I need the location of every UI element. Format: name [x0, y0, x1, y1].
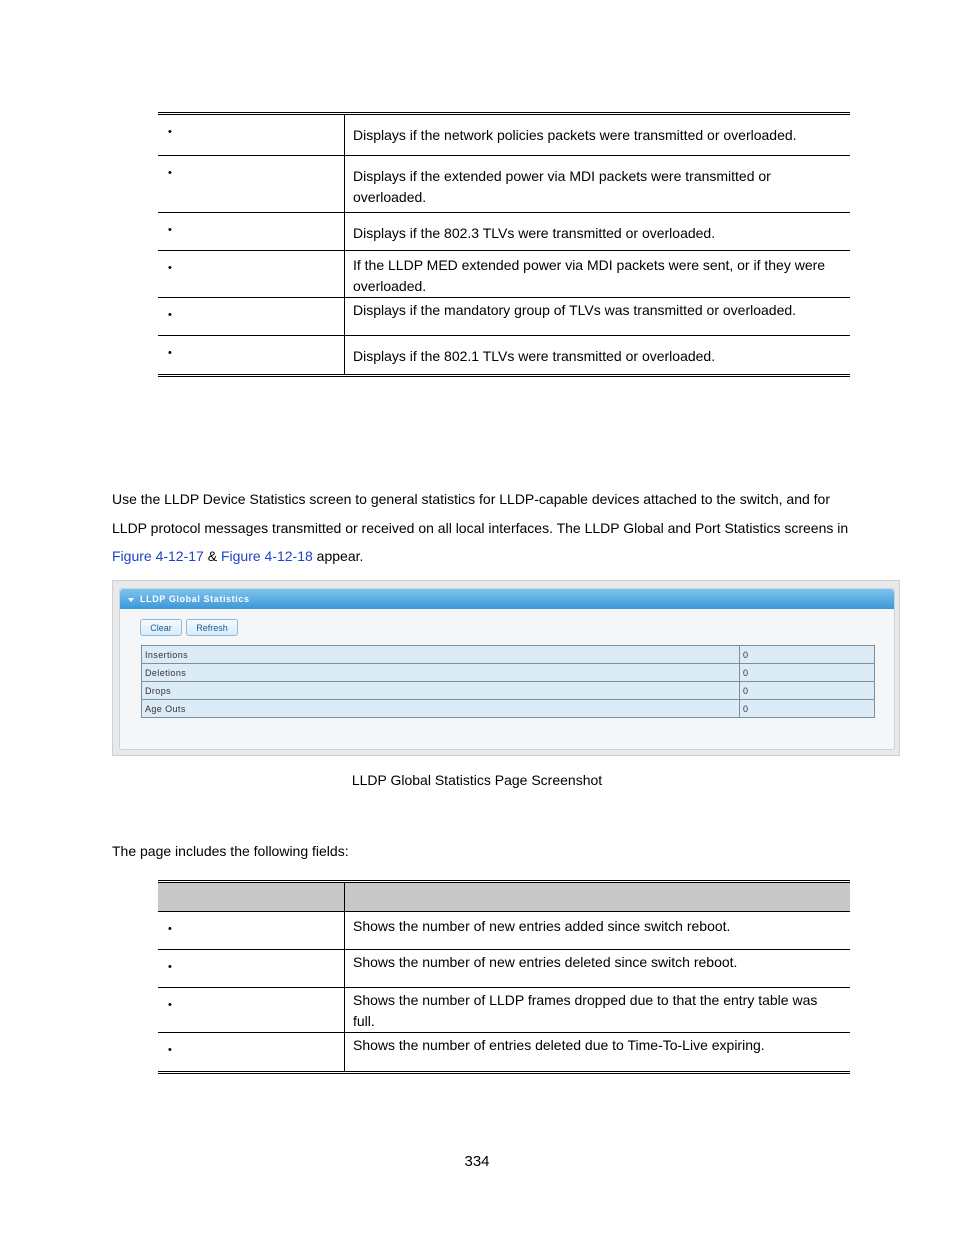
row-description: Displays if the extended power via MDI packets were transmitted or overloaded.	[353, 168, 771, 205]
row-description: Shows the number of entries deleted due to Time-To-Live expiring.	[353, 1037, 765, 1053]
stat-value: 0	[740, 682, 875, 700]
table-row	[158, 156, 850, 213]
global-statistics-table	[141, 645, 875, 718]
clear-button[interactable]: Clear	[140, 619, 182, 636]
fields-table	[158, 880, 850, 1074]
intro-text-end: appear.	[312, 548, 364, 564]
tlv-description-table	[158, 112, 850, 377]
page-number: 334	[464, 1153, 490, 1170]
row-description: Shows the number of LLDP frames dropped due to that the entry table was full.	[353, 992, 818, 1029]
collapse-triangle-icon[interactable]	[128, 598, 134, 602]
intro-ampersand: &	[203, 548, 221, 564]
table-row	[158, 988, 850, 1033]
stat-row-insertions	[142, 646, 875, 664]
bullet: •	[168, 961, 172, 973]
table-row	[158, 336, 850, 376]
intro-text: Use the LLDP Device Statistics screen to general statistics for LLDP-capable devices attached to the switch, and for LLDP protocol messages transmitted or received on all local interfaces. The LLDP Global and Port Statistics screens in	[112, 491, 849, 536]
bullet: •	[168, 224, 172, 236]
row-description: Displays if the network policies packets were transmitted or overloaded.	[353, 127, 797, 143]
row-description: Displays if the 802.3 TLVs were transmitted or overloaded.	[353, 225, 716, 241]
stat-value: 0	[740, 664, 875, 682]
stat-row-drops	[142, 682, 875, 700]
table-row	[158, 912, 850, 950]
table-row	[158, 950, 850, 988]
stat-label: Age Outs	[142, 700, 740, 718]
row-description: Displays if the mandatory group of TLVs was transmitted or overloaded.	[353, 302, 797, 318]
table-row	[158, 114, 850, 156]
stat-label: Deletions	[142, 664, 740, 682]
stat-row-age-outs	[142, 700, 875, 718]
stat-value: 0	[740, 700, 875, 718]
figure-caption: LLDP Global Statistics Page Screenshot	[351, 772, 603, 788]
lldp-global-statistics-screenshot	[112, 580, 900, 756]
bullet: •	[168, 347, 172, 359]
panel-title: LLDP Global Statistics	[140, 594, 250, 604]
table-row	[158, 298, 850, 336]
stat-value: 0	[740, 646, 875, 664]
header-cell-description	[345, 882, 851, 912]
table-row	[158, 251, 850, 298]
bullet: •	[168, 126, 172, 138]
refresh-button[interactable]: Refresh	[186, 619, 238, 636]
table-row	[158, 1033, 850, 1073]
bullet: •	[168, 309, 172, 321]
stat-label: Drops	[142, 682, 740, 700]
row-description: If the LLDP MED extended power via MDI packets were sent, or if they were overloaded.	[353, 257, 826, 294]
bullet: •	[168, 923, 172, 935]
bullet: •	[168, 167, 172, 179]
bullet: •	[168, 262, 172, 274]
stat-row-deletions	[142, 664, 875, 682]
stat-label: Insertions	[142, 646, 740, 664]
row-description: Shows the number of new entries added since switch reboot.	[353, 918, 731, 934]
figure-link-4-12-18[interactable]: Figure 4-12-18	[220, 548, 313, 564]
header-cell-object	[158, 882, 345, 912]
row-description: Displays if the 802.1 TLVs were transmitted or overloaded.	[353, 348, 716, 364]
intro-paragraph	[112, 485, 852, 571]
lldp-global-statistics-panel	[119, 588, 895, 750]
bullet: •	[168, 999, 172, 1011]
bullet: •	[168, 1044, 172, 1056]
row-description: Shows the number of new entries deleted since switch reboot.	[353, 954, 738, 970]
panel-header[interactable]	[120, 589, 894, 609]
table-header-row	[158, 882, 850, 912]
table-row	[158, 213, 850, 251]
figure-link-4-12-17[interactable]: Figure 4-12-17	[112, 548, 204, 564]
fields-intro: The page includes the following fields:	[112, 843, 349, 859]
